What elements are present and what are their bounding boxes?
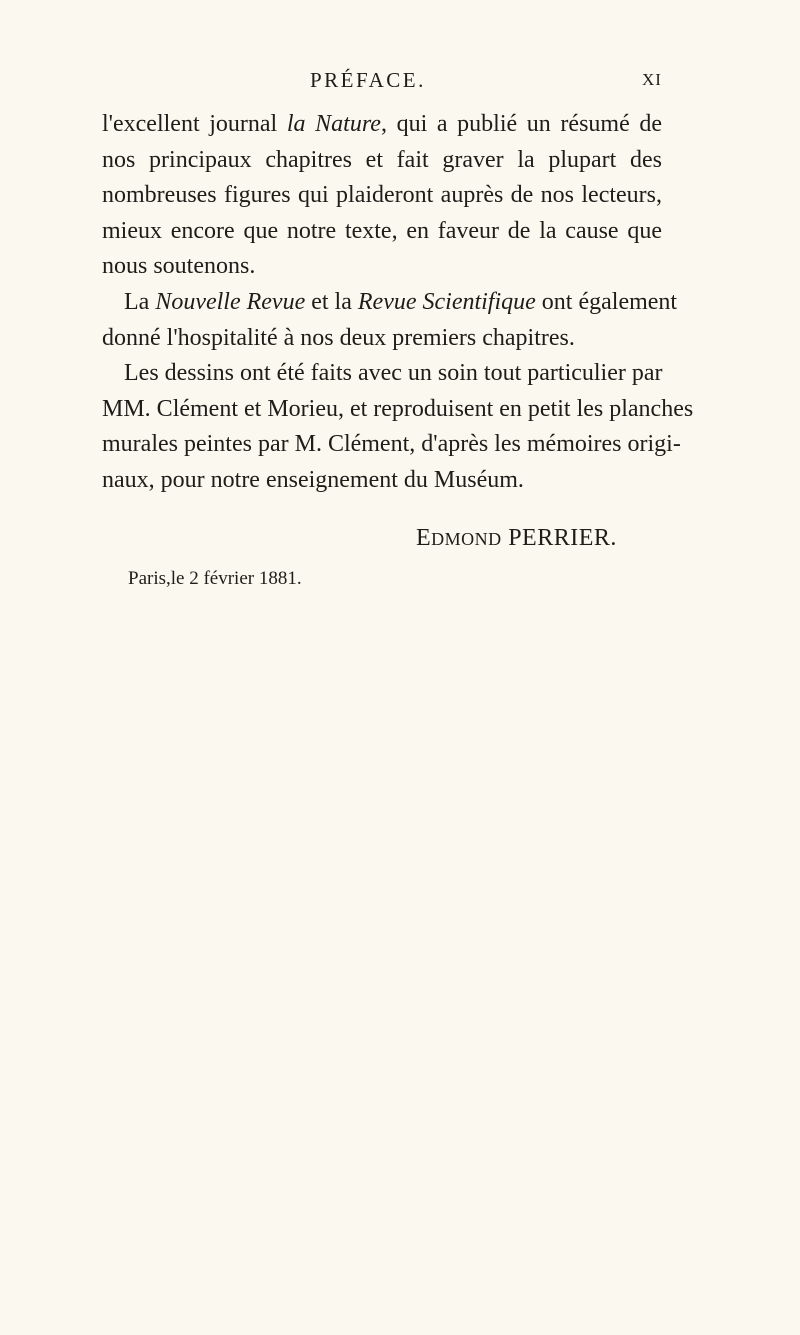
italic-title: la [286,111,306,137]
body-text [102,107,694,499]
italic-title: Nouvelle Revue [155,288,306,315]
running-title: PRÉFACE. [310,68,426,92]
text-line: murales peintes par M. Clément, d'après les mémoires origi- [102,431,681,458]
author-signature: EDMOND PERRIER. [416,525,617,551]
italic-title: Revue Scientifique [357,288,536,315]
text-line: nos principaux chapitres et fait graver la plupart des [102,146,662,173]
text-line: MM. Clément et Morieu, et reproduisent en petit les planches [102,395,694,422]
text-line: nombreuses figures qui plaideront auprès de nos lecteurs, [102,182,662,209]
text-line: nous soutenons. [102,253,256,280]
text-line: l'excellent journal la Nature, qui a publié un résumé de [102,111,663,137]
text-line: mieux encore que notre texte, en faveur de la cause que [102,217,662,244]
text-line: donné l'hospitalité à nos deux premiers chapitres. [102,324,575,351]
page-number: XI [642,70,662,89]
text-line: Les dessins ont été faits avec un soin tout particulier par [124,360,663,387]
text-line: naux, pour notre enseignement du Muséum. [102,466,524,493]
text-line: La Nouvelle Revue et la Revue Scientifique ont également [124,288,678,315]
running-head [0,62,800,102]
italic-title: Nature [315,111,381,137]
dateline: Paris,le 2 février 1881. [128,568,302,589]
